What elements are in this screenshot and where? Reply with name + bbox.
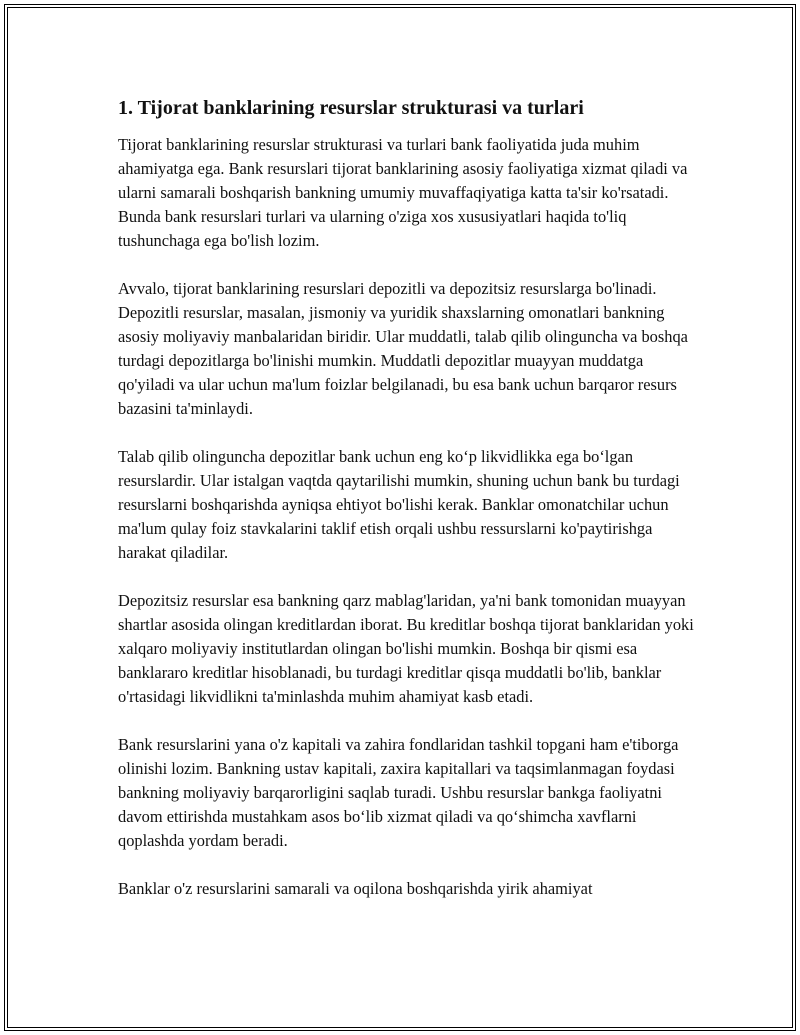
paragraph-3: Talab qilib olinguncha depozitlar bank uchun eng ko‘p likvidlikka ega bo‘lgan resurslardir. Ular istalgan vaqtda qaytarilishi mumkin, shuning uchun bank bu turdagi resurslarni boshqarishda ayniqsa ehtiyot bo'lishi kerak. Banklar omonatchilar uchun ma'lum qulay foiz stavkalarini taklif etish orqali ushbu ressurslarni ko'paytirishga harakat qiladilar.: [118, 447, 680, 562]
section-heading: 1. Tijorat banklarining resurslar strukturasi va turlari: [118, 97, 584, 119]
paragraph-5: Bank resurslarini yana o'z kapitali va zahira fondlaridan tashkil topgani ham e'tiborga olinishi lozim. Bankning ustav kapitali, zaxira kapitallari va taqsimlanmagan foydasi bankning moliyaviy barqarorligini saqlab turadi. Ushbu resurslar bankga faoliyatni davom ettirishda mustahkam asos bo‘lib xizmat qiladi va qo‘shimcha xavflarni qoplashda yordam beradi.: [118, 735, 679, 850]
paragraph-4: Depozitsiz resurslar esa bankning qarz mablag'laridan, ya'ni bank tomonidan muayyan shartlar asosida olingan kreditlardan iborat. Bu kreditlar boshqa tijorat banklaridan yoki xalqaro moliyaviy institutlardan olingan bo'lishi mumkin. Boshqa bir qismi esa banklararo kreditlar hisoblanadi, bu turdagi kreditlar qisqa muddatli bo'lib, banklar o'rtasidagi likvidlikni ta'minlashda muhim ahamiyat kasb etadi.: [118, 591, 694, 706]
paragraph-2: Avvalo, tijorat banklarining resurslari depozitli va depozitsiz resurslarga bo'linadi. Depozitli resurslar, masalan, jismoniy va yuridik shaxslarning omonatlari bankning asosiy moliyaviy manbalaridan biridir. Ular muddatli, talab qilib olinguncha va boshqa turdagi depozitlarga bo'linishi mumkin. Muddatli depozitlar muayyan muddatga qo'yiladi va ular uchun ma'lum foizlar belgilanadi, bu esa bank uchun barqaror resurs bazasini ta'minlaydi.: [118, 279, 688, 418]
document-body: [118, 95, 698, 925]
paragraph-6: Banklar o'z resurslarini samarali va oqilona boshqarishda yirik ahamiyat: [118, 879, 593, 898]
paragraph-1: Tijorat banklarining resurslar strukturasi va turlari bank faoliyatida juda muhim ahamiyatga ega. Bank resurslari tijorat banklarining asosiy faoliyatiga xizmat qiladi va ularni samarali boshqarish bankning umumiy muvaffaqiyatiga katta ta'sir ko'rsatadi. Bunda bank resurslari turlari va ularning o'ziga xos xususiyatlari haqida to'liq tushunchaga ega bo'lish lozim.: [118, 135, 688, 250]
